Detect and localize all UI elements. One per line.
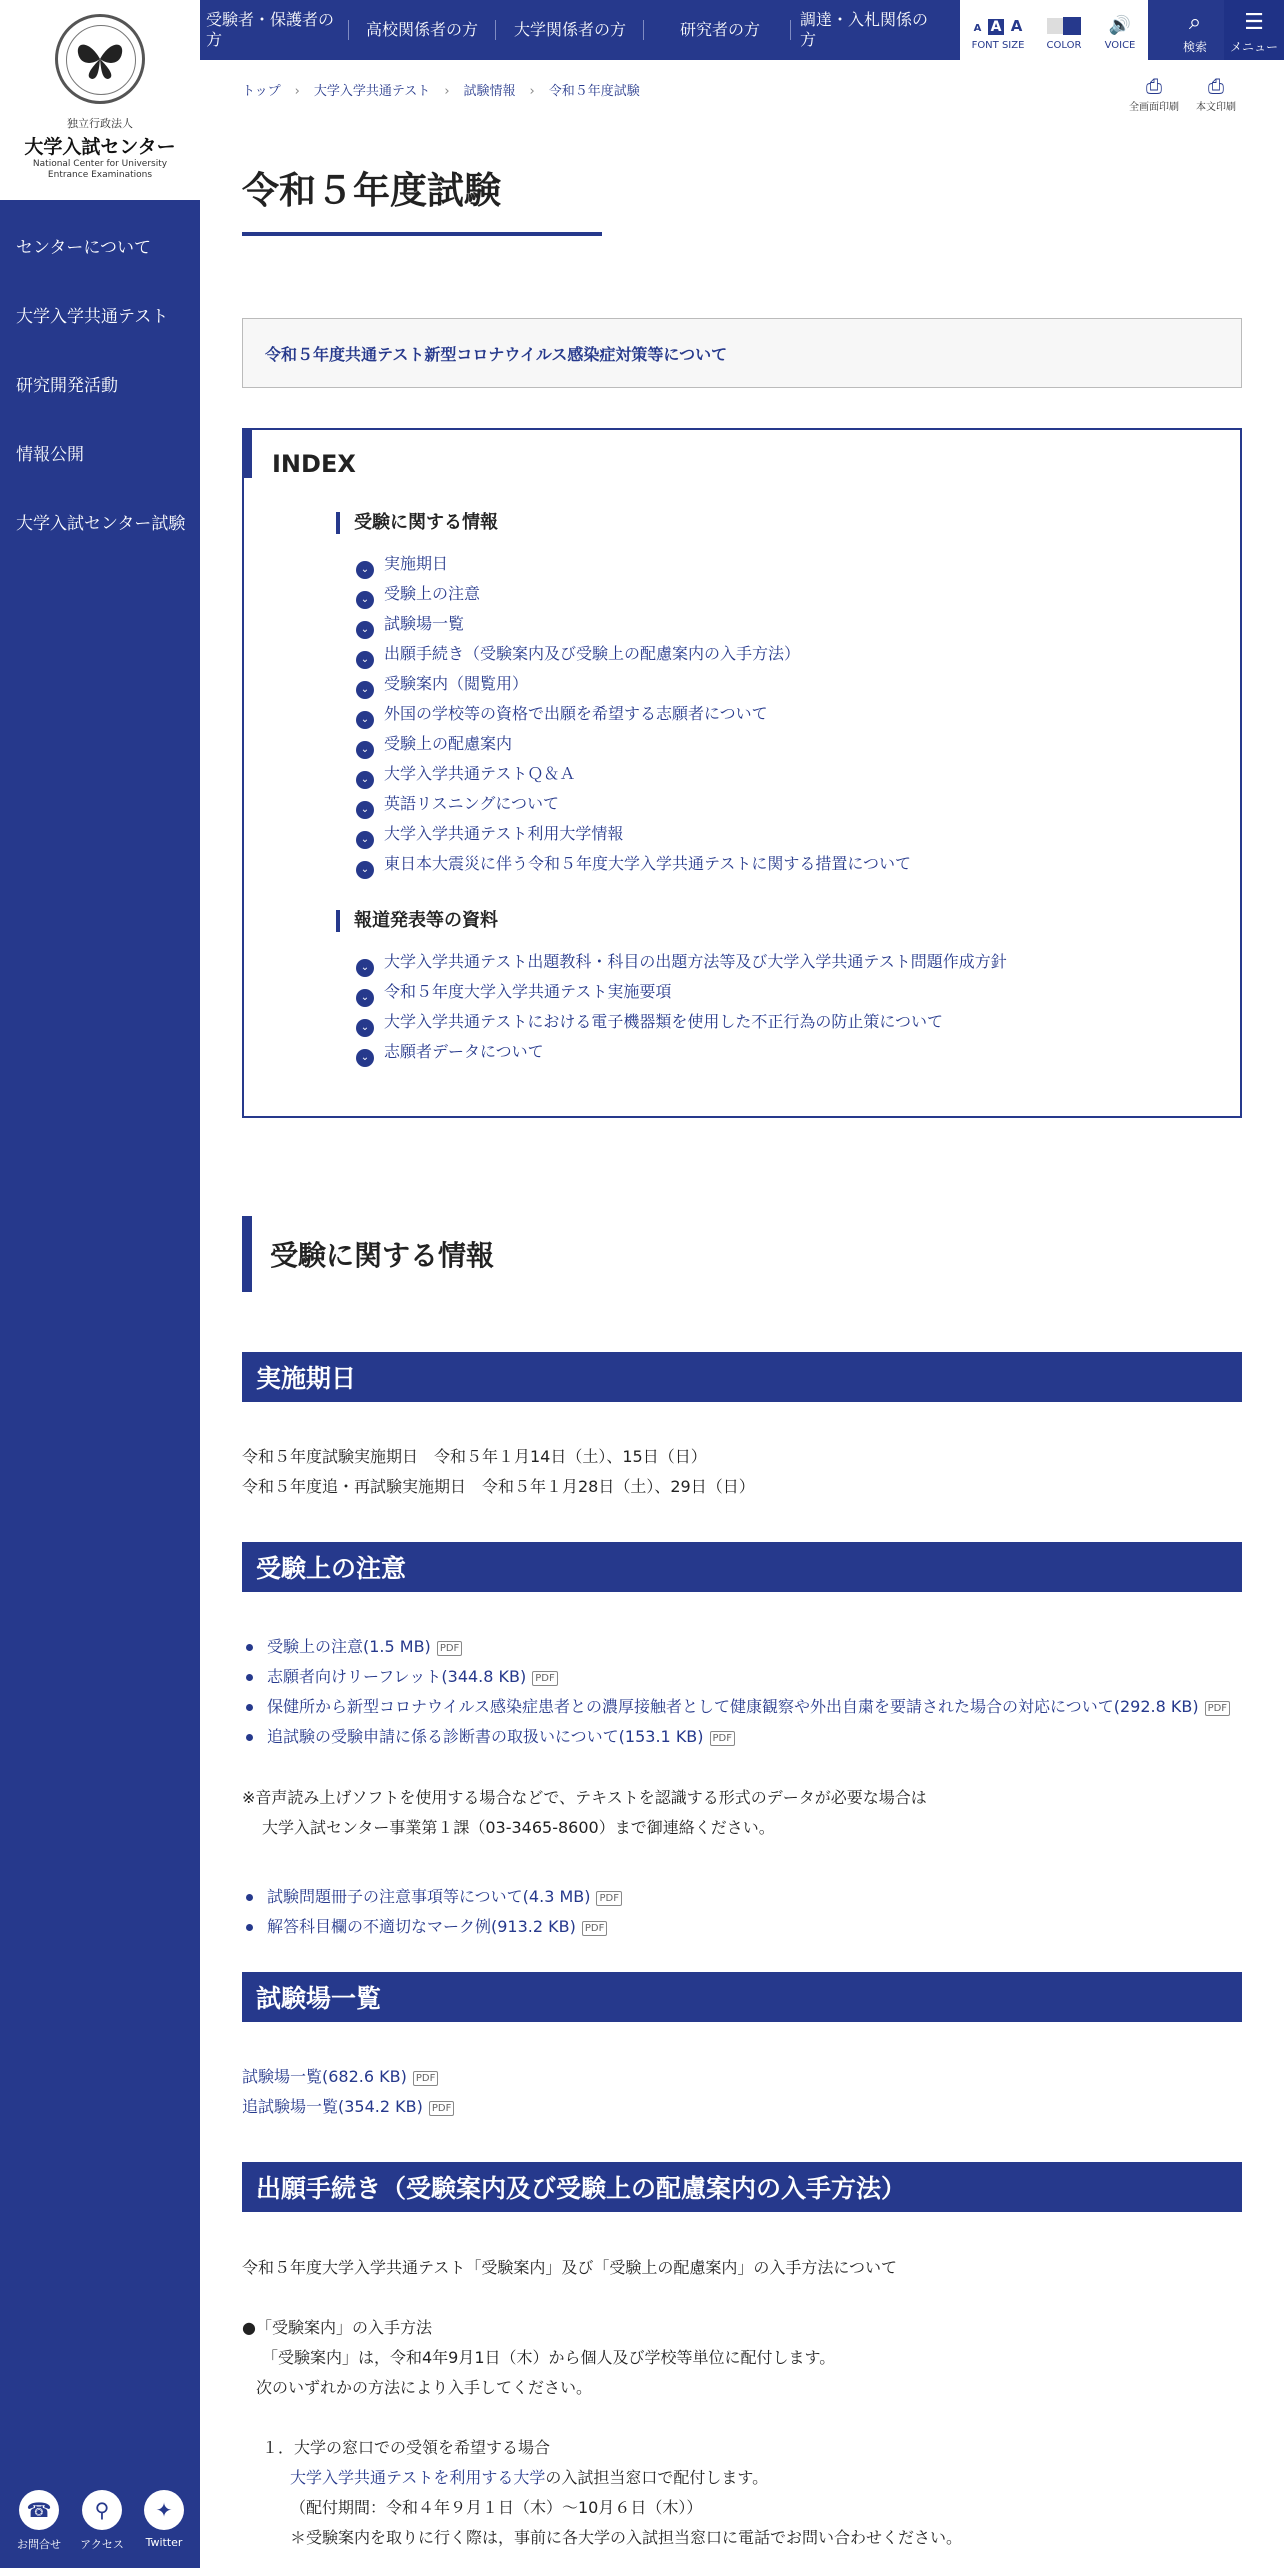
twitter-button[interactable] bbox=[139, 2490, 189, 2549]
index-link-foreign[interactable]: ⌄ 外国の学校等の資格で出願を希望する志願者について bbox=[356, 704, 768, 729]
voice-label: VOICE bbox=[1104, 40, 1136, 51]
chevron-right-icon: › bbox=[294, 84, 300, 99]
color-swatch-icon bbox=[1036, 12, 1092, 40]
nav-divider bbox=[348, 20, 349, 40]
chevron-down-icon: ⌄ bbox=[356, 711, 374, 729]
application-guide-heading: ●「受験案内」の入手方法 bbox=[242, 2318, 432, 2337]
chevron-down-icon: ⌄ bbox=[356, 591, 374, 609]
covid-notice-link[interactable]: 令和５年度共通テスト新型コロナウイルス感染症対策等について bbox=[242, 318, 1242, 388]
pdf-icon: PDF bbox=[582, 1921, 607, 1936]
twitter-label: Twitter bbox=[145, 2536, 183, 2549]
chevron-down-icon: ⌄ bbox=[356, 651, 374, 669]
chevron-down-icon: ⌄ bbox=[356, 771, 374, 789]
logo-english bbox=[0, 159, 200, 181]
application-option1-detail: 大学入学共通テストを利用する大学の入試担当窓口で配付します。 bbox=[290, 2468, 769, 2487]
chevron-down-icon: ⌄ bbox=[356, 561, 374, 579]
nav-examinees[interactable]: 受験者・保護者の方 bbox=[206, 10, 335, 49]
breadcrumb-exam-info[interactable]: 試験情報 bbox=[463, 84, 516, 99]
index-group-exam-info: 受験に関する情報 bbox=[336, 512, 498, 534]
index-link-notes[interactable]: ⌄ 受験上の注意 bbox=[356, 584, 480, 609]
printer-icon: ⎙ bbox=[1146, 74, 1162, 98]
top-navigation bbox=[200, 0, 1284, 60]
search-button[interactable] bbox=[1165, 0, 1225, 60]
sidebar bbox=[0, 0, 200, 2568]
chevron-down-icon: ⌄ bbox=[356, 1019, 374, 1037]
application-guide-text1: 「受験案内」は，令和4年9月1日（木）から個人及び学校等単位に配付します。 bbox=[262, 2348, 836, 2367]
speaker-icon: 🔊 bbox=[1108, 15, 1132, 36]
notes-link-leaflet[interactable]: 志願者向けリーフレット(344.8 KB) PDF bbox=[267, 1667, 558, 1687]
breadcrumb bbox=[242, 80, 640, 99]
dates-line-main: 令和５年度試験実施期日 令和５年１月14日（土）、15日（日） bbox=[242, 1447, 707, 1466]
access-label: アクセス bbox=[80, 2538, 124, 2551]
sidebar-item-center-exam[interactable]: 大学入試センター試験 bbox=[16, 514, 186, 534]
sites-heading: 試験場一覧 bbox=[242, 1972, 1242, 2022]
sidebar-item-common-test[interactable]: 大学入学共通テスト bbox=[16, 307, 169, 327]
chevron-down-icon: ⌄ bbox=[356, 1049, 374, 1067]
search-icon: ⌕ bbox=[1188, 10, 1202, 35]
index-link-guidelines[interactable]: ⌄ 令和５年度大学入学共通テスト実施要項 bbox=[356, 982, 671, 1007]
pdf-icon: PDF bbox=[429, 2101, 454, 2116]
notes-info-line2: 大学入試センター事業第１課（03-3465-8600）まで御連絡ください。 bbox=[262, 1818, 775, 1837]
index-link-guide[interactable]: ⌄ 受験案内（閲覧用） bbox=[356, 674, 528, 699]
chevron-down-icon: ⌄ bbox=[356, 861, 374, 879]
chevron-right-icon: › bbox=[529, 84, 535, 99]
contact-label: お問合せ bbox=[17, 2538, 61, 2551]
bullet bbox=[246, 1894, 253, 1901]
pdf-icon: PDF bbox=[413, 2071, 438, 2086]
bullet bbox=[246, 1734, 253, 1741]
phone-icon: ☎ bbox=[19, 2490, 59, 2530]
notes-link-medical-certificate[interactable]: 追試験の受験申請に係る診断書の取扱いについて(153.1 KB) PDF bbox=[267, 1727, 735, 1747]
chevron-down-icon: ⌄ bbox=[356, 989, 374, 1007]
map-pin-icon: ⚲ bbox=[82, 2490, 122, 2530]
pdf-icon: PDF bbox=[710, 1731, 735, 1746]
nav-divider bbox=[643, 20, 644, 40]
notes-link-booklet[interactable]: 試験問題冊子の注意事項等について(4.3 MB) PDF bbox=[267, 1887, 622, 1907]
dates-line-makeup: 令和５年度追・再試験実施期日 令和５年１月28日（土）、29日（日） bbox=[242, 1477, 755, 1496]
index-link-accommodation[interactable]: ⌄ 受験上の配慮案内 bbox=[356, 734, 512, 759]
application-option1-period: （配付期間：令和４年９月１日（木）～10月６日（木）） bbox=[290, 2498, 703, 2517]
sites-link-makeup[interactable]: 追試験場一覧(354.2 KB) PDF bbox=[242, 2097, 454, 2117]
notes-link-mark-examples[interactable]: 解答科目欄の不適切なマーク例(913.2 KB) PDF bbox=[267, 1917, 607, 1937]
font-size-label: FONT SIZE bbox=[971, 40, 1025, 51]
pdf-icon: PDF bbox=[532, 1671, 557, 1686]
application-guide-text2: 次のいずれかの方法により入手してください。 bbox=[256, 2378, 593, 2397]
font-size-icon: A A A bbox=[973, 17, 1023, 35]
index-group-press: 報道発表等の資料 bbox=[336, 910, 498, 932]
index-link-application[interactable]: ⌄ 出願手続き（受験案内及び受験上の配慮案内の入手方法） bbox=[356, 644, 800, 669]
chevron-down-icon: ⌄ bbox=[356, 831, 374, 849]
bullet bbox=[246, 1924, 253, 1931]
chevron-right-icon: › bbox=[444, 84, 450, 99]
twitter-bird-icon: ✦ bbox=[144, 2490, 184, 2530]
page-title: 令和５年度試験 bbox=[242, 169, 501, 212]
access-button[interactable] bbox=[77, 2490, 127, 2552]
logo-english-line2: Entrance Examinations bbox=[47, 170, 153, 180]
index-link-cheating[interactable]: ⌄ 大学入学共通テストにおける電子機器類を使用した不正行為の防止策について bbox=[356, 1012, 943, 1037]
sites-link-main[interactable]: 試験場一覧(682.6 KB) PDF bbox=[242, 2067, 438, 2087]
menu-label: メニュー bbox=[1229, 40, 1278, 54]
section-heading: 受験に関する情報 bbox=[242, 1216, 494, 1292]
print-body-button[interactable] bbox=[1186, 74, 1246, 113]
index-title: INDEX bbox=[272, 450, 356, 478]
menu-button[interactable] bbox=[1224, 0, 1284, 60]
notes-link-covid-contact[interactable]: 保健所から新型コロナウイルス感染症患者との濃厚接触者として健康観察や外出自粛を要請された場合の対応について(292.8 KB) PDF bbox=[267, 1697, 1230, 1717]
universities-link[interactable]: 大学入学共通テストを利用する大学 bbox=[290, 2468, 546, 2487]
notes-info-line1: ※音声読み上げソフトを使用する場合などで、テキストを認識する形式のデータが必要な場合は bbox=[242, 1788, 927, 1807]
application-intro: 令和５年度大学入学共通テスト「受験案内」及び「受験上の配慮案内」の入手方法について bbox=[242, 2258, 898, 2277]
pdf-icon: PDF bbox=[596, 1891, 621, 1906]
contact-button[interactable] bbox=[14, 2490, 64, 2552]
bullet bbox=[246, 1674, 253, 1681]
breadcrumb-common-test[interactable]: 大学入学共通テスト bbox=[313, 84, 431, 99]
dates-heading: 実施期日 bbox=[242, 1352, 1242, 1402]
nav-university[interactable]: 大学関係者の方 bbox=[514, 20, 627, 39]
site-logo[interactable] bbox=[0, 0, 200, 200]
logo-english-line1: National Center for University bbox=[32, 159, 168, 169]
index-box bbox=[242, 428, 1242, 1118]
print-full-button[interactable] bbox=[1124, 74, 1184, 113]
printer-icon: ⎙ bbox=[1208, 74, 1224, 98]
index-link-listening[interactable]: ⌄ 英語リスニングについて bbox=[356, 794, 559, 819]
breadcrumb-top[interactable]: トップ bbox=[242, 84, 281, 99]
index-link-earthquake[interactable]: ⌄ 東日本大震災に伴う令和５年度大学入学共通テストに関する措置について bbox=[356, 854, 911, 879]
index-link-universities[interactable]: ⌄ 大学入学共通テスト利用大学情報 bbox=[356, 824, 623, 849]
nav-divider bbox=[495, 20, 496, 40]
pdf-icon: PDF bbox=[1205, 1701, 1230, 1716]
center-emblem-icon bbox=[55, 14, 145, 104]
nav-high-school[interactable]: 高校関係者の方 bbox=[366, 20, 479, 39]
notes-link-cautions[interactable]: 受験上の注意(1.5 MB) PDF bbox=[267, 1637, 462, 1657]
application-option1: １．大学の窓口での受領を希望する場合 bbox=[262, 2438, 551, 2457]
print-full-label: 全画面印刷 bbox=[1129, 102, 1179, 113]
bullet bbox=[246, 1704, 253, 1711]
hamburger-menu-icon: ☰ bbox=[1244, 10, 1264, 35]
breadcrumb-current: 令和５年度試験 bbox=[548, 84, 640, 99]
print-body-label: 本文印刷 bbox=[1196, 102, 1236, 113]
index-link-applicants[interactable]: ⌄ 志願者データについて bbox=[356, 1042, 544, 1067]
bullet bbox=[246, 1644, 253, 1651]
nav-procurement[interactable]: 調達・入札関係の方 bbox=[800, 10, 929, 49]
logo-subtitle: 独立行政法人 bbox=[67, 117, 133, 130]
application-heading: 出願手続き（受験案内及び受験上の配慮案内の入手方法） bbox=[242, 2162, 1242, 2212]
index-link-dates[interactable]: ⌄ 実施期日 bbox=[356, 554, 448, 579]
index-link-sites[interactable]: ⌄ 試験場一覧 bbox=[356, 614, 464, 639]
title-underline bbox=[242, 232, 602, 236]
chevron-down-icon: ⌄ bbox=[356, 621, 374, 639]
logo-name: 大学入試センター bbox=[24, 136, 176, 158]
chevron-down-icon: ⌄ bbox=[356, 959, 374, 977]
sidebar-item-about[interactable]: センターについて bbox=[16, 238, 151, 258]
voice-control[interactable] bbox=[1092, 0, 1148, 60]
nav-researchers[interactable]: 研究者の方 bbox=[680, 20, 761, 39]
chevron-down-icon: ⌄ bbox=[356, 741, 374, 759]
notes-heading: 受験上の注意 bbox=[242, 1542, 1242, 1592]
application-option1-note: ＊受験案内を取りに行く際は，事前に各大学の入試担当窓口に電話でお問い合わせください。 bbox=[290, 2528, 963, 2547]
nav-divider bbox=[790, 20, 791, 40]
chevron-down-icon: ⌄ bbox=[356, 801, 374, 819]
font-size-control[interactable] bbox=[960, 0, 1036, 60]
index-accent-bar bbox=[242, 428, 252, 478]
color-label: COLOR bbox=[1046, 40, 1082, 51]
search-label: 検索 bbox=[1182, 40, 1207, 54]
chevron-down-icon: ⌄ bbox=[356, 681, 374, 699]
sidebar-item-research[interactable]: 研究開発活動 bbox=[16, 376, 118, 396]
index-link-policy[interactable]: ⌄ 大学入学共通テスト出題教科・科目の出題方法等及び大学入学共通テスト問題作成方針 bbox=[356, 952, 1007, 977]
index-link-faq[interactable]: ⌄ 大学入学共通テストＱ＆Ａ bbox=[356, 764, 575, 789]
sidebar-item-disclosure[interactable]: 情報公開 bbox=[16, 445, 84, 465]
color-control[interactable] bbox=[1036, 0, 1092, 60]
pdf-icon: PDF bbox=[437, 1641, 462, 1656]
